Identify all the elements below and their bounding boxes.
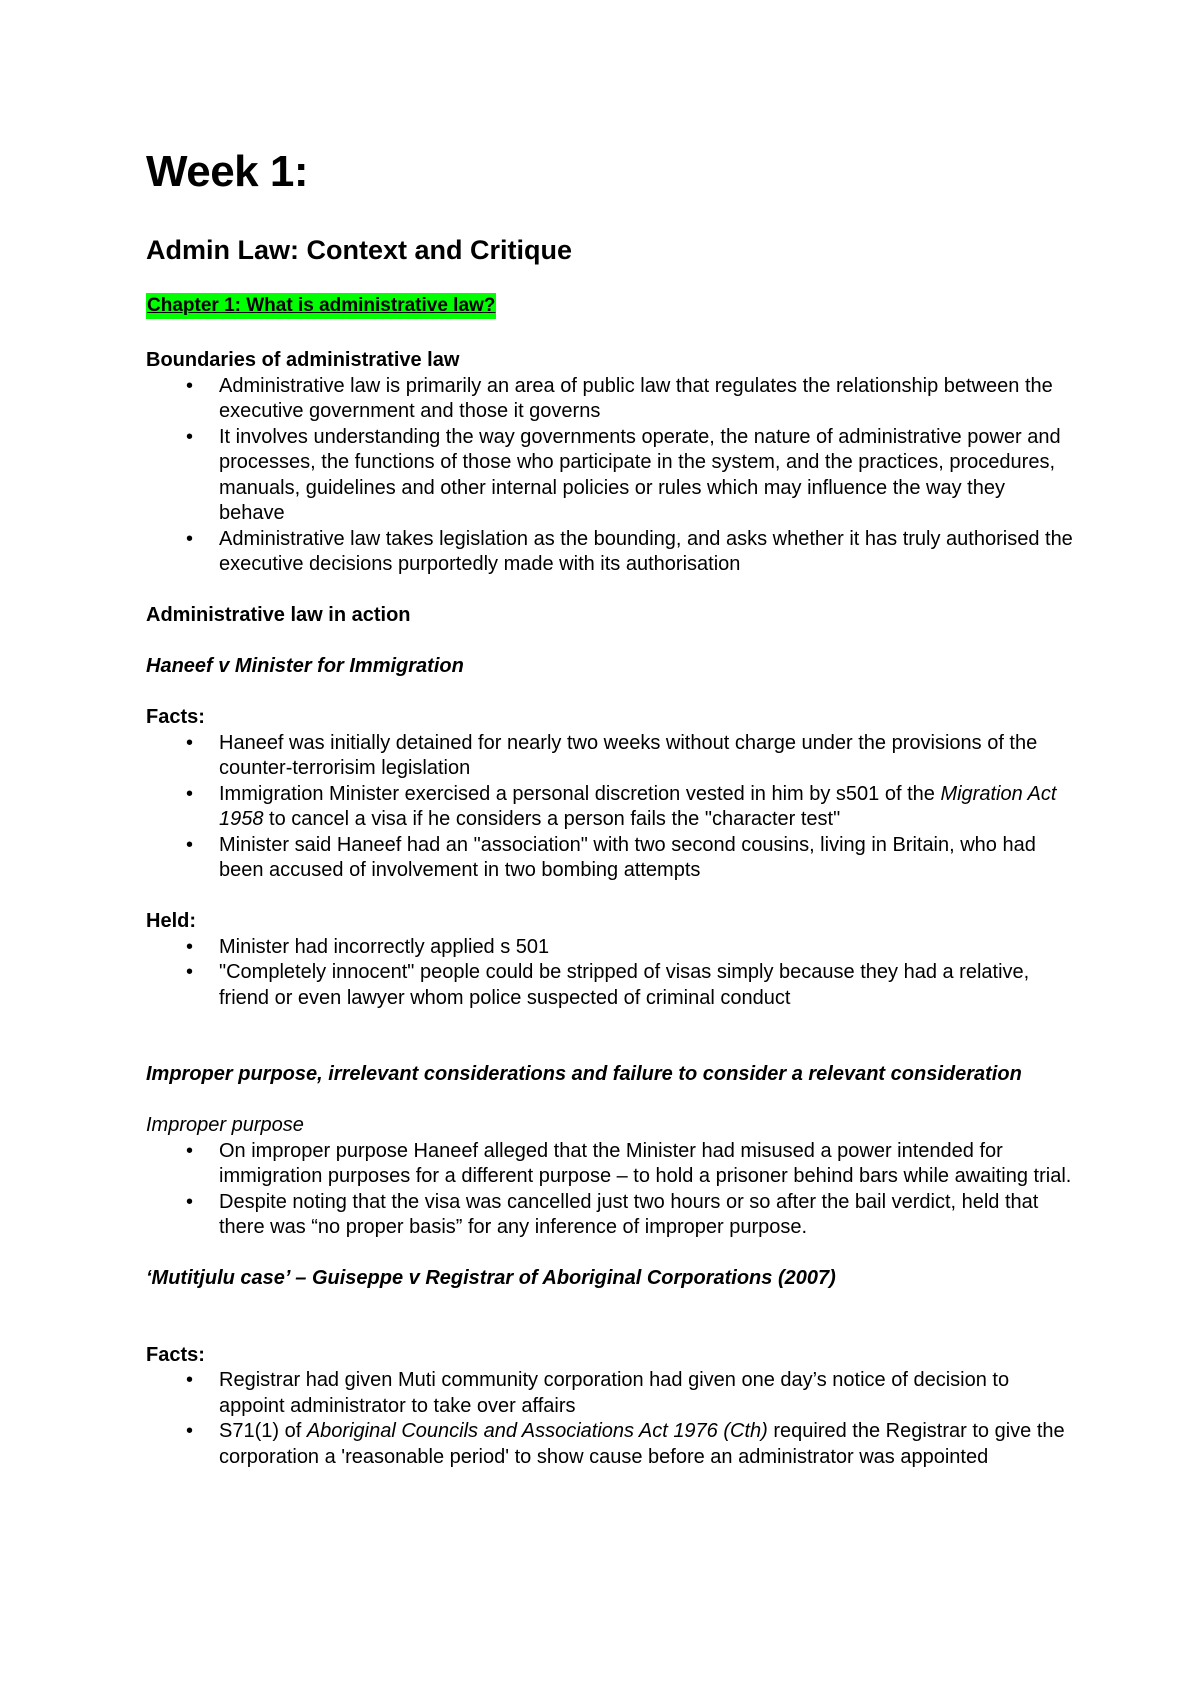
list-item-text: to cancel a visa if he considers a person fails the "character test" xyxy=(263,808,841,830)
in-action-heading: Administrative law in action xyxy=(146,604,411,626)
improper-heading: Improper purpose, irrelevant considerations and failure to consider a relevant consideration xyxy=(146,1063,1022,1085)
boundaries-heading: Boundaries of administrative law xyxy=(146,349,460,371)
bullet-icon: • xyxy=(186,527,194,550)
list-item xyxy=(146,425,1076,527)
haneef-case-title: Haneef v Minister for Immigration xyxy=(146,655,464,677)
bullet-icon: • xyxy=(186,833,194,856)
haneef-held-list xyxy=(146,935,1076,1012)
spacer xyxy=(146,1088,1076,1114)
list-item xyxy=(146,1139,1076,1190)
list-item-text: Immigration Minister exercised a personal discretion vested in him by s501 of the xyxy=(219,782,941,805)
improper-subheading: Improper purpose xyxy=(146,1114,304,1136)
list-item xyxy=(146,833,1076,884)
list-item-text: Haneef was initially detained for nearly two weeks without charge under the provisions of the counter-terrorisim legislation xyxy=(219,731,1038,779)
list-item xyxy=(146,1368,1076,1419)
mutitjulu-case-title: ‘Mutitjulu case’ – Guiseppe v Registrar of Aboriginal Corporations (2007) xyxy=(146,1267,836,1289)
statute-name: Aboriginal Councils and Associations Act 1976 (Cth) xyxy=(306,1420,768,1442)
bullet-icon: • xyxy=(186,1369,194,1391)
list-item xyxy=(146,527,1076,578)
spacer xyxy=(146,1292,1076,1343)
list-item-text: Administrative law takes legislation as the bounding, and asks whether it has truly authorised the executive decisions purportedly made with its authorisation xyxy=(219,527,1073,575)
bullet-icon: • xyxy=(186,1139,194,1162)
list-item-text: S71(1) of xyxy=(219,1420,307,1442)
list-item xyxy=(146,1419,1076,1470)
statute-name: Migration Act 1958 xyxy=(219,782,1057,830)
bullet-icon: • xyxy=(186,935,194,958)
mutitjulu-facts-label: Facts: xyxy=(146,1343,205,1366)
page-subtitle: Admin Law: Context and Critique xyxy=(146,235,573,265)
page-title: Week 1: xyxy=(146,147,308,196)
spacer xyxy=(146,1241,1076,1267)
list-item xyxy=(146,731,1076,782)
spacer xyxy=(146,884,1076,910)
list-item-text: required the Registrar to give the corporation a 'reasonable period' to show cause before an administrator was appointed xyxy=(219,1420,1065,1468)
list-item-text: Despite noting that the visa was cancelled just two hours or so after the bail verdict, held that there was “no proper basis” for any inference of improper purpose. xyxy=(219,1190,1039,1238)
haneef-facts-list xyxy=(146,731,1076,884)
spacer xyxy=(146,1011,1076,1062)
mutitjulu-facts-list xyxy=(146,1368,1076,1470)
bullet-icon: • xyxy=(186,374,194,397)
bullet-icon: • xyxy=(186,1420,194,1442)
list-item xyxy=(146,1190,1076,1241)
spacer xyxy=(146,578,1076,604)
document-body xyxy=(146,348,1076,1470)
chapter-heading: Chapter 1: What is administrative law? xyxy=(146,293,496,319)
list-item-text: Administrative law is primarily an area of public law that regulates the relationship between the executive government and those it governs xyxy=(219,374,1053,422)
list-item xyxy=(146,782,1076,833)
list-item-text: Registrar had given Muti community corporation had given one day’s notice of decision to appoint administrator to take over affairs xyxy=(219,1369,1010,1417)
spacer xyxy=(146,629,1076,655)
bullet-icon: • xyxy=(186,731,194,754)
bullet-icon: • xyxy=(186,1190,194,1213)
list-item xyxy=(146,374,1076,425)
list-item-text: It involves understanding the way governments operate, the nature of administrative power and processes, the functions of those who participate in the system, and the practices, procedures, manuals, guidelines and other internal policies or rules which may influence the way they behave xyxy=(219,425,1061,524)
bullet-icon: • xyxy=(186,425,194,448)
haneef-held-label: Held: xyxy=(146,910,196,932)
list-item xyxy=(146,960,1076,1011)
list-item-text: "Completely innocent" people could be stripped of visas simply because they had a relative, friend or even lawyer whom police suspected of criminal conduct xyxy=(219,961,1030,1009)
list-item-text: Minister said Haneef had an "association" with two second cousins, living in Britain, who had been accused of involvement in two bombing attempts xyxy=(219,833,1036,881)
bullet-icon: • xyxy=(186,782,194,805)
bullet-icon: • xyxy=(186,961,194,983)
boundaries-list xyxy=(146,374,1076,578)
spacer xyxy=(146,680,1076,706)
list-item-text: Minister had incorrectly applied s 501 xyxy=(219,935,550,958)
list-item xyxy=(146,935,1076,961)
list-item-text: On improper purpose Haneef alleged that the Minister had misused a power intended for immigration purposes for a different purpose – to hold a prisoner behind bars while awaiting trial. xyxy=(219,1139,1072,1187)
improper-list xyxy=(146,1139,1076,1241)
haneef-facts-label: Facts: xyxy=(146,706,205,728)
